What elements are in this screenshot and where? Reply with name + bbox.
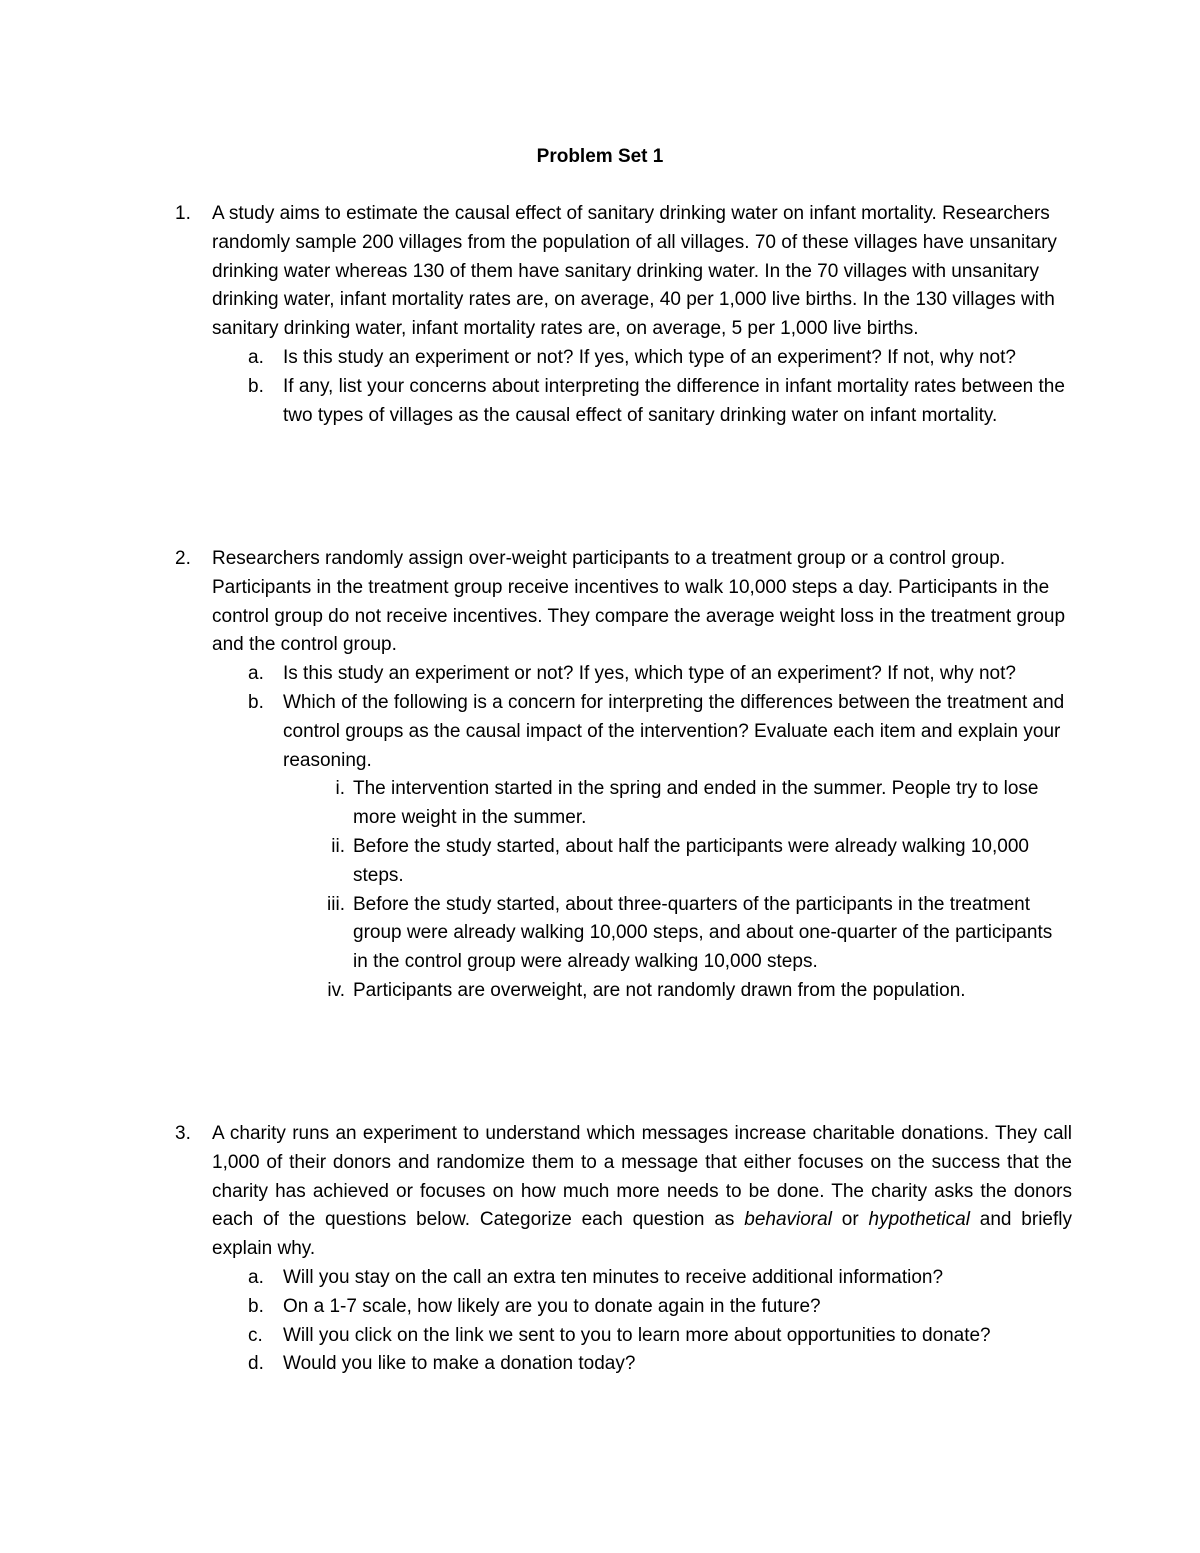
item-text: Which of the following is a concern for interpreting the differences between the treatment and control groups as the causal impact of the intervention? Evaluate each item and explain your reasoning. — [283, 691, 1065, 771]
item-label: ii. — [331, 835, 345, 857]
list-item — [248, 344, 1072, 373]
problem-text-part: A charity runs an experiment to understand which messages increase charitable donations. They call 1,000 of their donors and randomize them to a message that either focuses on the success that the charity has achieved or focuses on how much more needs to be done. The charity asks the donors each of the questions below. Categorize each question as — [212, 1123, 1072, 1231]
item-text: Before the study started, about three-quarters of the participants in the treatment group were already walking 10,000 steps, and about one-quarter of the participants in the control group were already walking 10,000 steps. — [353, 893, 1053, 973]
list-item — [327, 977, 1072, 1006]
term-hypothetical: hypothetical — [868, 1209, 970, 1231]
item-label: b. — [248, 375, 264, 397]
list-item — [248, 660, 1072, 689]
problem-text-part: and briefly explain why. — [212, 1209, 1072, 1260]
list-item — [335, 775, 1072, 833]
item-label: i. — [335, 778, 345, 800]
problem-2 — [175, 545, 1072, 1006]
item-text: Is this study an experiment or not? If yes, which type of an experiment? If not, why not? — [283, 663, 1016, 685]
item-label: d. — [248, 1353, 264, 1375]
problem-text — [212, 1120, 1072, 1264]
item-label: a. — [248, 1266, 264, 1288]
item-label: iii. — [327, 893, 345, 915]
item-text: Will you stay on the call an extra ten minutes to receive additional information? — [283, 1266, 944, 1288]
item-text: Is this study an experiment or not? If yes, which type of an experiment? If not, why not? — [283, 346, 1016, 368]
item-text: The intervention started in the spring and ended in the summer. People try to lose more weight in the summer. — [353, 778, 1039, 829]
problem-number: 1. — [175, 203, 191, 224]
list-item — [327, 891, 1072, 977]
item-text: On a 1-7 scale, how likely are you to donate again in the future? — [283, 1295, 821, 1317]
problem-text: Researchers randomly assign over-weight participants to a treatment group or a control group. Participants in the treatment group receive incentives to walk 10,000 steps a day. Participants in the control group do not receive incentives. They compare the average weight loss in the treatment group and the control group. — [212, 548, 1066, 656]
item-label: b. — [248, 1295, 264, 1317]
item-text: Participants are overweight, are not randomly drawn from the population. — [353, 979, 966, 1001]
problem-number: 2. — [175, 548, 191, 569]
item-text: Before the study started, about half the participants were already walking 10,000 steps. — [353, 835, 1029, 886]
list-item — [248, 1322, 1072, 1351]
problem-text-part: or — [831, 1209, 869, 1231]
item-label: iv. — [327, 979, 345, 1001]
list-item — [248, 1293, 1072, 1322]
list-item — [248, 1350, 1072, 1379]
item-label: b. — [248, 691, 264, 713]
problem-3 — [175, 1120, 1072, 1379]
term-behavioral: behavioral — [744, 1209, 832, 1231]
item-label: a. — [248, 346, 264, 368]
item-text: Will you click on the link we sent to you to learn more about opportunities to donate? — [283, 1324, 991, 1346]
problem-number: 3. — [175, 1123, 191, 1144]
item-text: Would you like to make a donation today? — [283, 1353, 636, 1375]
list-item — [248, 373, 1072, 431]
list-item — [331, 833, 1072, 891]
item-label: a. — [248, 663, 264, 685]
item-label: c. — [248, 1324, 263, 1346]
item-text: If any, list your concerns about interpreting the difference in infant mortality rates between the two types of villages as the causal effect of sanitary drinking water on infant mortality. — [283, 375, 1065, 426]
list-item — [248, 689, 1072, 775]
list-item — [248, 1264, 1072, 1293]
problem-text: A study aims to estimate the causal effect of sanitary drinking water on infant mortality. Researchers randomly sample 200 villages from the population of all villages. 70 of these villages have unsanitary drinking water whereas 130 of them have sanitary drinking water. In the 70 villages with unsanitary drinking water, infant mortality rates are, on average, 40 per 1,000 live births. In the 130 villages with sanitary drinking water, infant mortality rates are, on average, 5 per 1,000 live births. — [212, 203, 1057, 340]
problem-1 — [175, 200, 1072, 430]
page-title: Problem Set 1 — [536, 146, 664, 167]
